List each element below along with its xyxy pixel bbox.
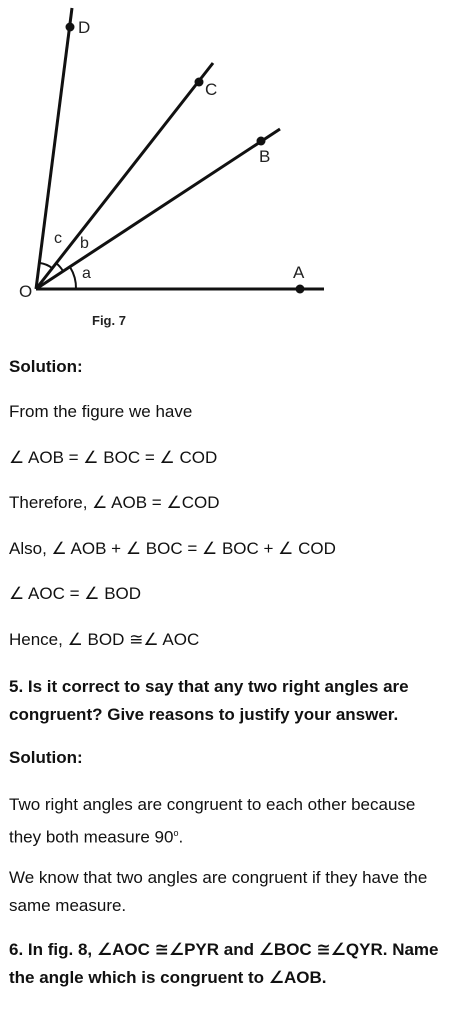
period: . — [178, 827, 184, 847]
angle-arc-a — [70, 267, 76, 289]
point-b — [257, 137, 266, 146]
label-a: A — [293, 263, 305, 282]
solution-heading-1: Solution: — [9, 357, 83, 376]
figure-7 — [0, 0, 474, 340]
solution-line: Therefore, ∠ AOB = ∠COD — [9, 493, 220, 512]
angle-label-b: b — [80, 235, 89, 252]
question-6-line-1: 6. In fig. 8, ∠AOC ≅∠PYR and ∠BOC ≅∠QYR. Name — [9, 940, 439, 959]
question-5-line-1: 5. Is it correct to say that any two right angles are — [9, 677, 409, 696]
label-b: B — [259, 147, 271, 166]
point-c — [195, 78, 204, 87]
solution-2-para-1-line-1: Two right angles are congruent to each other because — [9, 795, 416, 814]
question-6-line-2: the angle which is congruent to ∠AOB. — [9, 968, 327, 987]
solution-line: Also, ∠ AOB + ∠ BOC = ∠ BOC + ∠ COD — [9, 539, 336, 558]
angle-diagram — [0, 0, 474, 340]
point-d — [66, 23, 75, 32]
solution-line: ∠ AOB = ∠ BOC = ∠ COD — [9, 448, 218, 467]
point-a — [296, 285, 305, 294]
ray-ob — [36, 129, 280, 289]
solution-line: Hence, ∠ BOD ≅∠ AOC — [9, 630, 200, 649]
solution-2-para-2-line-2: same measure. — [9, 896, 127, 915]
angle-label-c: c — [54, 230, 62, 247]
solution-line: ∠ AOC = ∠ BOD — [9, 584, 142, 603]
angle-label-a: a — [82, 265, 91, 282]
solution-heading-2: Solution: — [9, 748, 83, 767]
solution-line: From the figure we have — [9, 402, 193, 421]
question-5-line-2: congruent? Give reasons to justify your answer. — [9, 705, 399, 724]
label-d: D — [78, 18, 91, 37]
label-c: C — [205, 80, 218, 99]
figure-caption: Fig. 7 — [92, 313, 126, 328]
measure-text: they both measure 90 — [9, 827, 174, 847]
angle-arc-c — [40, 263, 52, 268]
angle-arc-b — [56, 263, 63, 271]
solution-2-para-2-line-1: We know that two angles are congruent if they have the — [9, 868, 428, 887]
ray-oc — [36, 63, 213, 289]
degree-symbol: o — [173, 828, 179, 838]
solution-2-para-1-line-2 — [9, 819, 469, 852]
label-o: O — [19, 282, 33, 301]
